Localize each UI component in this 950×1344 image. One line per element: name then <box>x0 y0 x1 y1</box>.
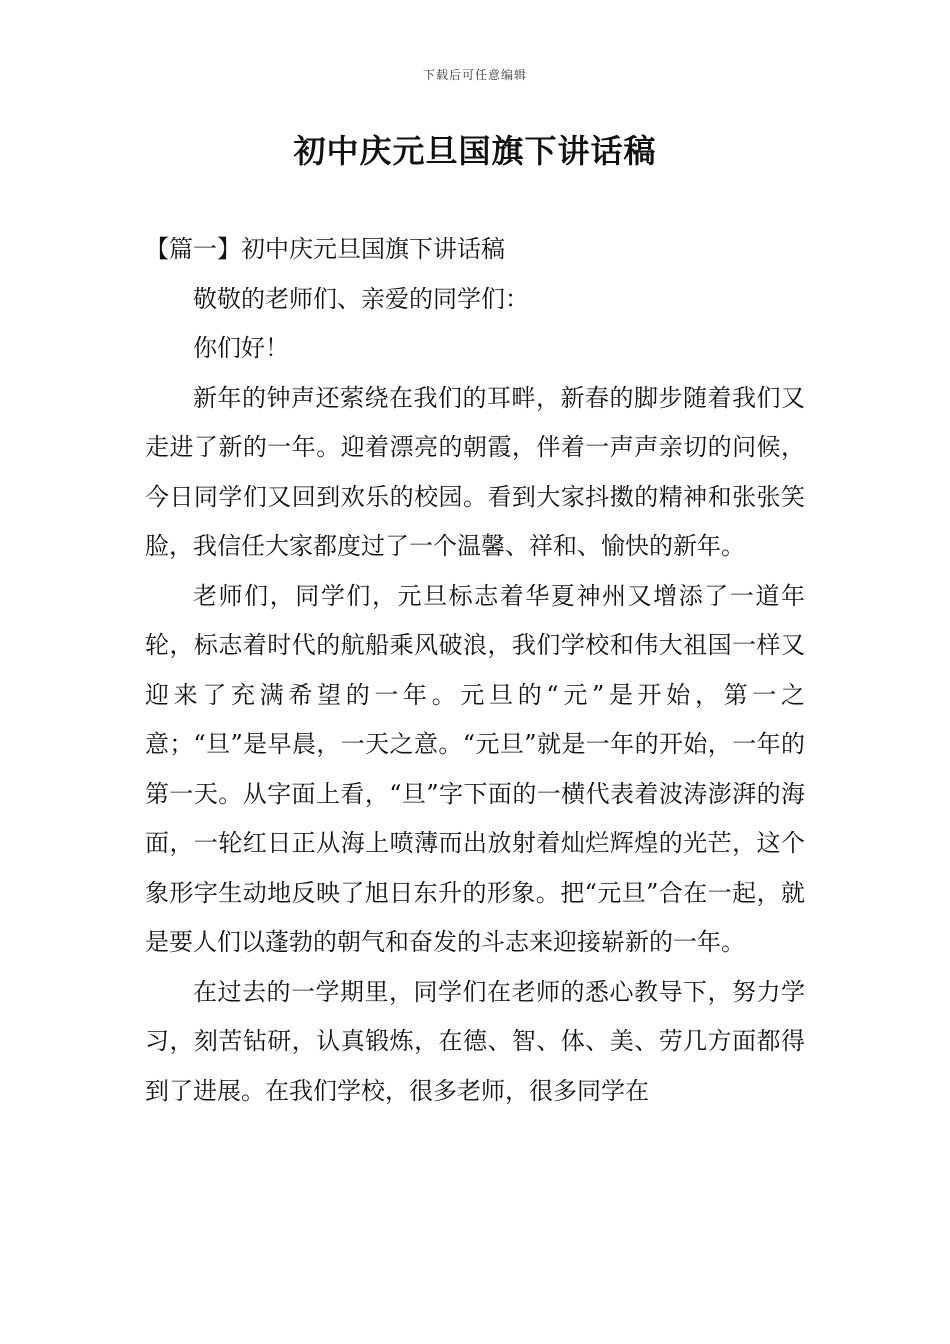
body-paragraph: 在过去的一学期里，同学们在老师的悉心教导下，努力学习，刻苦钻研，认真锻炼，在德、智、体、美、劳几方面都得到了进展。在我们学校，很多老师，很多同学在 <box>145 977 805 1105</box>
document-body <box>145 225 805 1116</box>
body-paragraph: 老师们，同学们，元旦标志着华夏神州又增添了一道年轮，标志着时代的航船乘风破浪，我们学校和伟大祖国一样又迎来了充满希望的一年。元旦的“元”是开始，第一之意；“旦”是早晨，一天之意。“元旦”就是一年的开始，一年的第一天。从字面上看，“旦”字下面的一横代表着波涛澎湃的海面，一轮红日正从海上喷薄而出放射着灿烂辉煌的光芒，这个象形字生动地反映了旭日东升的形象。把“元旦”合在一起，就是要人们以蓬勃的朝气和奋发的斗志来迎接崭新的一年。 <box>145 581 805 956</box>
body-paragraph: 新年的钟声还萦绕在我们的耳畔，新春的脚步随着我们又走进了新的一年。迎着漂亮的朝霞，伴着一声声亲切的问候，今日同学们又回到欢乐的校园。看到大家抖擞的精神和张张笑脸，我信任大家都度过了一个温馨、祥和、愉快的新年。 <box>145 383 805 560</box>
section-heading: 【篇一】初中庆元旦国旗下讲话稿 <box>145 235 505 263</box>
salutation: 敬敬的老师们、亲爱的同学们： <box>193 284 529 313</box>
header-note: 下载后可任意编辑 <box>422 68 527 82</box>
greeting: 你们好！ <box>193 334 289 362</box>
document-title: 初中庆元旦国旗下讲话稿 <box>293 132 657 170</box>
